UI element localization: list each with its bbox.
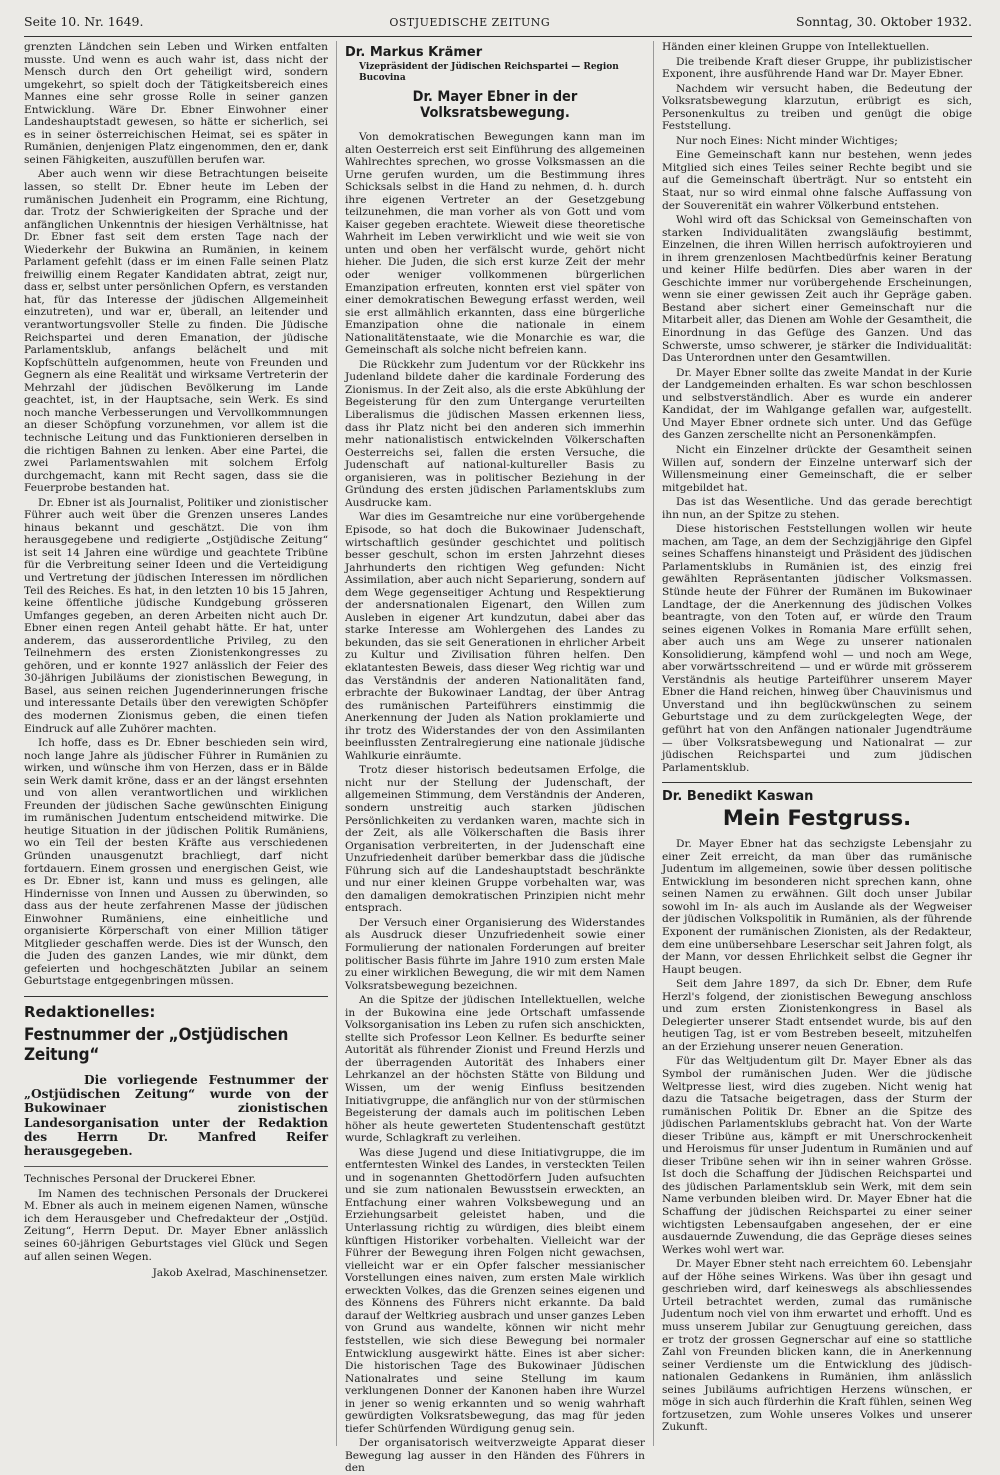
article-paragraph: Händen einer kleinen Gruppe von Intellektuellen.: [662, 41, 930, 53]
section-divider: [24, 996, 328, 997]
article-paragraph: Der Versuch einer Organisierung des Widerstandes als Ausdruck dieser Unzufriedenheit sowie einer Formulierung der nationalen Forderungen auf breiter politischer Basis führte im Jahre 1910 zum ersten Male zu einer wirklichen Bewegung, die wir mit dem Namen Volksratsbewegung bezeichnen.: [345, 916, 645, 992]
article-paragraph: Diese historischen Feststellungen wollen wir heute machen, am Tage, an dem der Sechzigjährige den Gipfel seines Schaffens hinansteigt und Präsident des jüdischen Parlamentsklubs in Rumänien ist, des einzig frei gewählten Repräsentanten jüdischer Volksmassen. Stünde heute der Führer der Rumänen im Bukowinaer Landtage, der die Anerkennung des jüdischen Volkes beantragte, von den Toten auf, er würde den Traum seines eigenen Volkes in Romania Mare erfüllt sehen, aber auch uns am Wege zu unserer nationalen Konsolidierung, kämpfend wohl — und noch am Wege, aber vorwärtsschreitend — und er würde mit grösserem Verständnis als heutige Parteiführer unserem Mayer Ebner die Hand reichen, hinweg über Chauvinismus und Unverstand und ihn beglückwünschen zu seinem Geburtstage und zu dem zurückgelegten Wege, der geführt hat von den Anfängen nationaler Jugendträume — über Volksratsbewegung und Nationalrat — zur jüdischen Reichspartei und zum jüdischen Parlamentsklub.: [662, 523, 972, 774]
article-paragraph: grenzten Ländchen sein Leben und Wirken entfalten musste. Und wenn es auch wahr ist, dass nicht der Mensch durch den Ort geheiligt wird, sondern umgekehrt, so spielt doch der Tätigkeitsbereich eines Mannes eine sehr grosse Rolle in seiner ganzen Entwicklung. Wäre Dr. Ebner Einwohner einer Landeshauptstadt gewesen, so hätte er sicherlich, sei es in seiner österreichischen Heimat, sei es später in Rumänien, denjenigen Platz eingenommen, den er, dank seinen Fähigkeiten, auszufüllen berufen war.: [24, 41, 328, 166]
article-paragraph: Dr. Ebner ist als Journalist, Politiker und zionistischer Führer auch weit über die Grenzen unseres Landes hinaus bekannt und geschätzt. Die von ihm herausgegebene und redigierte „Ostjüdische Zeitung“ ist seit 14 Jahren eine würdige und geachtete Tribüne für die Verbreitung seiner Ideen und die Verteidigung und Vertretung der jüdischen Interessen im nördlichen Teil des Reiches. Es hat, in den letzten 10 bis 15 Jahren, keine öffentliche jüdische Kundgebung grösseren Umfanges gegeben, an deren Arbeiten nicht auch Dr. Ebner einen regen Anteil gehabt hätte. Er hat, unter anderem, das ausserordentliche Privileg, zu den Teilnehmern des ersten Zionistenkongresses zu gehören, und er konnte 1927 anlässlich der Feier des 30-jährigen Jubiläums der zionistischen Bewegung, in Basel, aus seinen reichen Jugenderinnerungen frische und interessante Details über den verewigten Schöpfer des modernen Zionismus geben, die einen tiefen Eindruck auf alle Zuhörer machten.: [24, 496, 328, 735]
article-paragraph: Nur noch Eines: Nicht minder Wichtiges;: [676, 134, 898, 147]
article-paragraph: War dies im Gesamtreiche nur eine vorübergehende Episode, so hat doch die Bukowinaer Judenschaft, wirtschaftlich gesünder geschichtet und politisch besser geschult, schon im ersten Jahrzehnt dieses Jahrhunderts den richtigen Weg gefunden: Nicht Assimilation, aber auch nicht Separierung, sondern auf dem Wege gegenseitiger Achtung und Respektierung der andersnationalen Eigenart, den Willen zum Ausleben in eigener Art kundzutun, dabei aber das starke Interesse am Wohlergehen des Landes zu bekunden, das sie seit Generationen in ehrlicher Arbeit zu Kultur und Zivilisation führen helfen. Den eklatantesten Beweis, dass dieser Weg richtig war und das Verständnis der anderen Nationalitäten fand, erbrachte der Bukowinaer Landtag, der über Antrag des rumänischen Parteiführers einstimmig die Anerkennung der Juden als Nation proklamierte und ihr trotz des Widerstandes der von den Assimilanten beeinflussten Zentralregierung eine nationale jüdische Wahlkurie einräumte.: [345, 511, 645, 762]
article-author: Dr. Benedikt Kaswan: [662, 789, 814, 805]
article-paragraph: Dr. Mayer Ebner steht nach erreichtem 60. Lebensjahr auf der Höhe seines Wirkens. Was über ihn gesagt und geschrieben wird, darf keineswegs als abschliessendes Urteil betrachtet werden, zumal das rumänische Judentum noch viel von ihm erwartet und erhofft. Und es muss unserem Jubilar zur Genugtuung gereichen, dass er trotz der grossen Gegnerschar auf eine so stattliche Zahl von Freunden blicken kann, die in Anerkennung seiner Verdienste um die Entwicklung des jüdisch-nationalen Gedankens in Rumänien, ihm anlässlich seines Jubiläums aufrichtigen Herzens wünschen, er möge in sich auch fürderhin die Kraft fühlen, seinen Weg fortzusetzen, zum Wohle unseres Volkes und unserer Zukunft.: [662, 1258, 972, 1434]
article-headline: Dr. Mayer Ebner in der Volksratsbewegung.: [412, 89, 578, 121]
section-divider: [662, 782, 972, 783]
article-paragraph: Dr. Mayer Ebner sollte das zweite Mandat in der Kurie der Landgemeinden erhalten. Es war schon beschlossen und selbstverständlich. Aber es wurde ein anderer Kandidat, der im Wahlgange gefallen war, aufgestellt. Und Mayer Ebner ordnete sich unter. Und das Gefüge des Ganzen zerschellte nicht an Personenkämpfen.: [662, 366, 972, 442]
column-right: [654, 41, 972, 1446]
article-paragraph: Eine Gemeinschaft kann nur bestehen, wenn jedes Mitglied sich eines Teiles seiner Rechte begibt und sie auf die Gemeinschaft überträgt. Nur so entsteht ein Staat, nur so wird einmal ohne falsche Auffassung von der Souverenität ein wahrer Völkerbund entstehen.: [662, 149, 972, 212]
article-paragraph: Ich hoffe, dass es Dr. Ebner beschieden sein wird, noch lange Jahre als jüdischer Führer in Rumänien zu wirken, und wünsche ihm von Herzen, dass er in Bälde sein Werk damit kröne, dass er an der längst ersehnten und von allen verantwortlichen und wirklichen Freunden der jüdischen Sache gewünschten Einigung im rumänischen Judentum entscheidend mitwirke. Die heutige Situation in der jüdischen Politik Rumäniens, wo ein Teil der besten Kräfte aus verschiedenen Gründen unausgenutzt brachliegt, darf nicht fortdauern. Einem grossen und energischen Geist, wie es Dr. Ebner ist, kann und muss es gelingen, alle Hindernisse von Innen und Aussen zu überwinden, so dass aus der heute zerfahrenen Masse der jüdischen Einwohner Rumäniens, eine einheitliche und organisierte Körperschaft von einer Million tätiger Mitglieder geschaffen werde. Dies ist der Wunsch, den die Juden des ganzen Landes, wie mir dünkt, dem gefeierten und hochgeschätzten Jubilar an seinem Geburtstage entgegenbringen müssen.: [24, 737, 328, 988]
author-title: Vizepräsident der Jüdischen Reichspartei — Region Bucovina: [359, 62, 619, 83]
header-rule: [24, 36, 972, 37]
druckerei-heading: Technisches Personal der Druckerei Ebner.: [24, 1173, 256, 1186]
section-divider: [24, 1166, 328, 1167]
article-paragraph: Seit dem Jahre 1897, da sich Dr. Ebner, dem Rufe Herzl's folgend, der zionistischen Bewegung anschloss und zum ersten Zionistenkongress in Basel als Delegierter unserer Stadt entsendet wurde, bis auf den heutigen Tag, ist er vom Bestreben beseelt, mitzuhelfen an der Erziehung unserer neuen Generation.: [662, 978, 972, 1053]
header-date: Sonntag, 30. Oktober 1932.: [796, 14, 972, 29]
article-paragraph: Aber auch wenn wir diese Betrachtungen beiseite lassen, so stellt Dr. Ebner heute im Leben der rumänischen Judenheit ein Programm, eine Richtung, dar. Trotz der Schwierigkeiten der Sprache und der anfänglichen Unkenntnis der hiesigen Verhältnisse, hat Dr. Ebner fast seit dem ersten Tage nach der Wiederkehr der Bukwina an Rumänien, in keinem Parlament gefehlt (dass er im einen Falle seinen Platz freiwillig einem Regater Kandidaten abtrat, zeigt nur, dass er, selbst unter persönlichen Opfern, es verstanden hat, für das Interesse der jüdischen Allgemeinheit einzutreten), und war er, überall, an leitender und verantwortungsvoller Stelle zu finden. Die Jüdische Reichspartei und deren Emanation, der jüdische Parlamentsklub, anfangs belächelt und mit Kopfschütteln aufgenommen, heute von Freunden und Gegnern als eine Realität und wirksame Vertreterin der Mehrzahl der jüdischen Bevölkerung im Lande geachtet, ist, in der Hauptsache, sein Werk. Es sind noch manche Verbesserungen und Vervollkommnungen an dieser Schöpfung vorzunehmen, vor allem ist die technische Leitung und das Funktionieren derselben in die richtigen Bahnen zu lenken. Aber eine Partei, die zwei Parlamentswahlen mit solchem Erfolg durchgemacht, kann mit Recht sagen, dass sie die Feuerprobe bestanden hat.: [24, 168, 328, 495]
article-paragraph: Nachdem wir versucht haben, die Bedeutung der Volksratsbewegung klarzutun, erübrigt es sich, Personenkultus zu treiben und genügt die obige Feststellung.: [662, 82, 972, 133]
druckerei-greeting: Im Namen des technischen Personals der Druckerei M. Ebner als auch in meinem eigenen Namen, wünsche ich dem Herausgeber und Chefredakteur der „Ostjüd. Zeitung“, Herrn Deput. Dr. Mayer Ebner anlässlich seines 60-jährigen Geburtstages viel Glück und Segen auf allen seinen Wegen.: [24, 1187, 328, 1263]
article-paragraph: Für das Weltjudentum gilt Dr. Mayer Ebner als das Symbol der rumänischen Juden. Wer die jüdische Weltpresse liest, wird dies zugeben. Nicht wenig hat dazu die Tatsache beigetragen, dass der Sturm der rumänischen Politik Dr. Ebner an die Spitze des jüdischen Parlamentsklubs gebracht hat. Von der Warte dieser Tribüne aus, kämpft er mit Unerschrockenheit und Heroismus für unser Judentum in Rumänien und auf dieser Tribüne sehen wir ihn in seiner wahren Grösse. Ist doch die Schaffung der Jüdischen Reichspartei und des jüdischen Parlamentsklub sein Werk, mit dem sein Name verbunden bleiben wird. Dr. Mayer Ebner hat die Schaffung der jüdischen Reichspartei zu einer seiner wichtigsten Lebensaufgaben angesehen, der er eine ausdauernde Zuwendung, die das Gepräge dieses seines Werkes wohl wert war.: [662, 1055, 972, 1256]
article-paragraph: An die Spitze der jüdischen Intellektuellen, welche in der Bukowina eine jede Ortschaft umfassende Volksorganisation ins Leben zu rufen sich anschickten, stellte sich Professor Leon Kellner. Es bedurfte seiner Autorität als führender Zionist und Freund Herzls und der überragenden Autorität des Inhabers einer Lehrkanzel an der höchsten Stätte von Bildung und Wissen, um der wenig Einfluss besitzenden Initiativgruppe, die anfänglich nur von der stürmischen Begeisterung der damals auch im politischen Leben höher als heute gewerteten Studentenschaft gestützt wurde, Schlagkraft zu verleihen.: [345, 994, 645, 1145]
column-left: [24, 41, 336, 1446]
article-author: Dr. Markus Krämer: [345, 45, 483, 60]
article-paragraph: Die treibende Kraft dieser Gruppe, ihr publizistischer Exponent, ihre ausführende Hand war Dr. Mayer Ebner.: [662, 55, 972, 81]
redaktionelles-title: Redaktionelles:: [24, 1003, 156, 1022]
festnummer-notice: Die vorliegende Festnummer der „Ostjüdischen Zeitung“ wurde von der Bukowinaer zionistischen Landesorganisation unter der Redaktion des Herrn Dr. Manfred Reifer herausgegeben.: [24, 1073, 328, 1159]
article-paragraph: Trotz dieser historisch bedeutsamen Erfolge, die nicht nur der Stellung der Judenschaft, der allgemeinen Stimmung, dem Verständnis der Anderen, sondern unstreitig auch starken jüdischen Persönlichkeiten zu verdanken waren, machte sich in der Zeit, als alle Völkerschaften die Basis ihrer Organisation verbreiterten, in der Judenschaft eine Unzufriedenheit darüber bemerkbar dass die jüdische Führung sich auf die Landeshauptstadt beschränkte und nur einer kleinen Gruppe vorbehalten war, was den damaligen demokratischen Prinzipien nicht mehr entsprach.: [345, 764, 645, 915]
article-headline: Mein Festgruss.: [722, 806, 912, 831]
header-page-number: Seite 10. Nr. 1649.: [24, 14, 144, 29]
column-middle: [336, 41, 654, 1475]
article-paragraph: Dr. Mayer Ebner hat das sechzigste Lebensjahr zu einer Zeit erreicht, da man über das rumänische Judentum im allgemeinen, sowie über dessen politische Entwicklung im besonderen nicht sprechen kann, ohne seinen Namen zu erwähnen. Gilt doch unser Jubilar sowohl im In- als auch im Auslande als der Wegweiser der jüdischen Volkspolitik in Rumänien, als der führende Exponent der rumänischen Zionisten, als der Redakteur, dem eine unübersehbare Leserschar seit Jahren folgt, als der Mann, vor dessen Ehrlichkeit selbst die Gegner ihr Haupt beugen.: [662, 838, 972, 976]
article-paragraph: Wohl wird oft das Schicksal von Gemeinschaften von starken Individualitäten zwangsläufig bestimmt, Einzelnen, die ihren Willen herrisch aufoktroyieren und in ihrem grenzenlosen Machtbedürfnis keiner Beratung und keiner Hilfe bedürfen. Dies aber waren in der Geschichte immer nur vorübergehende Erscheinungen, wenn sie einer gewissen Zeit auch ihr Gepräge gaben. Bestand aber sichert einer Gemeinschaft nur die Mitarbeit aller, das Dienen am Wohle der Gesamtheit, die Einordnung in das Gefüge des Ganzen. Und das Schwerste, umso schwerer, je stärker die Individualität: Das Unterordnen unter den Gesamtwillen.: [662, 214, 972, 365]
article-paragraph: Was diese Jugend und diese Initiativgruppe, die im entferntesten Winkel des Landes, in versteckten Teilen und in sogenannten Ghettodörfern Juden aufsuchten und sie zum nationalen Bewusstsein erweckten, an Entfachung einer wahren Volksbewegung und an Erziehungsarbeit geleistet haben, und die Unterlassung richtig zu würdigen, dies bleibt einem künftigen Historiker vorbehalten. Vielleicht war der Führer der Bewegung ihren Folgen nicht gewachsen, vielleicht war er ein Opfer falscher messianischer Vorstellungen eines naiven, zum ersten Male wirklich erweckten Volkes, das die Grenzen seines eigenen und des Könnens des Führers nicht erkannte. Da bald darauf der Weltkrieg ausbrach und unser ganzes Leben von Grund aus wandelte, können wir nicht mehr feststellen, wie sich diese Bewegung bei normaler Entwicklung ausgewirkt hätte. Eines ist aber sicher: Die historischen Tage des Bukowinaer Jüdischen Nationalrates und seine Stellung im kaum verklungenen Donner der Kanonen haben ihre Wurzel in jener so wenig erkannten und so wenig wahrhaft gewürdigten Volksratsbewegung, das mag für jeden tiefer Schürfenden Würdigung genug sein.: [345, 1146, 645, 1435]
article-paragraph: Von demokratischen Bewegungen kann man im alten Oesterreich erst seit Einführung des allgemeinen Wahlrechtes sprechen, wo grosse Volksmassen an die Urne gerufen wurden, um die Bestimmung ihres Schicksals selbst in die Hand zu nehmen, d. h. durch ihre eigenen Vertreter an der Gesetzgebung teilzunehmen, die man vorher als von Gott und vom Kaiser gegeben erachtete. Wieweit diese theoretische Wahrheit im Leben verwirklicht und wie weit sie von unten und oben her verfälscht wurde, gehört nicht hieher. Die Juden, die sich erst kurze Zeit der mehr oder weniger vollkommenen bürgerlichen Emanzipation erfreuten, konnten erst viel später von einer demokratischen Bewegung erfasst werden, weil sie erst allmählich erkannten, dass eine bürgerliche Emanzipation ohne die nationale in einem Nationalitätenstaate, wie die Monarchie es war, die Gemeinschaft als solche nicht befreien kann.: [345, 131, 645, 357]
article-paragraph: Das ist das Wesentliche. Und das gerade berechtigt ihn nun, an der Spitze zu stehen.: [662, 496, 972, 521]
druckerei-signature: Jakob Axelrad, Maschinensetzer.: [152, 1267, 328, 1280]
article-paragraph: Der organisatorisch weitverzweigte Apparat dieser Bewegung lag ausser in den Händen des Führers in den: [345, 1437, 645, 1475]
page-header: [24, 14, 972, 36]
columns: [24, 41, 972, 1475]
article-paragraph: Nicht ein Einzelner drückte der Gesamtheit seinen Willen auf, sondern der Einzelne unterwarf sich der Willensmeinung einer Gemeinschaft, die er selber mitgebildet hat.: [662, 443, 972, 494]
festnummer-headline: Festnummer der „Ostjüdischen Zeitung“: [24, 1025, 289, 1066]
header-newspaper-title: OSTJUEDISCHE ZEITUNG: [389, 16, 551, 29]
article-paragraph: Die Rückkehr zum Judentum vor der Rückkehr ins Judenland bildete daher die kardinale Forderung des Zionismus. In der Zeit also, als die erste Abkühlung der Begeisterung für den zum Untergange verurteilten Liberalismus die jüdischen Massen erkennen liess, dass ihr Platz nicht bei den anderen sich immerhin mehr nationalistisch entwickelnden Völkerschaften Oesterreichs sei, fallen die ersten Versuche, die Judenschaft auf national-kultureller Basis zu organisieren, was in politischer Beziehung in der Gründung des ersten jüdischen Parlamentsklubs zum Ausdrucke kam.: [345, 358, 645, 509]
